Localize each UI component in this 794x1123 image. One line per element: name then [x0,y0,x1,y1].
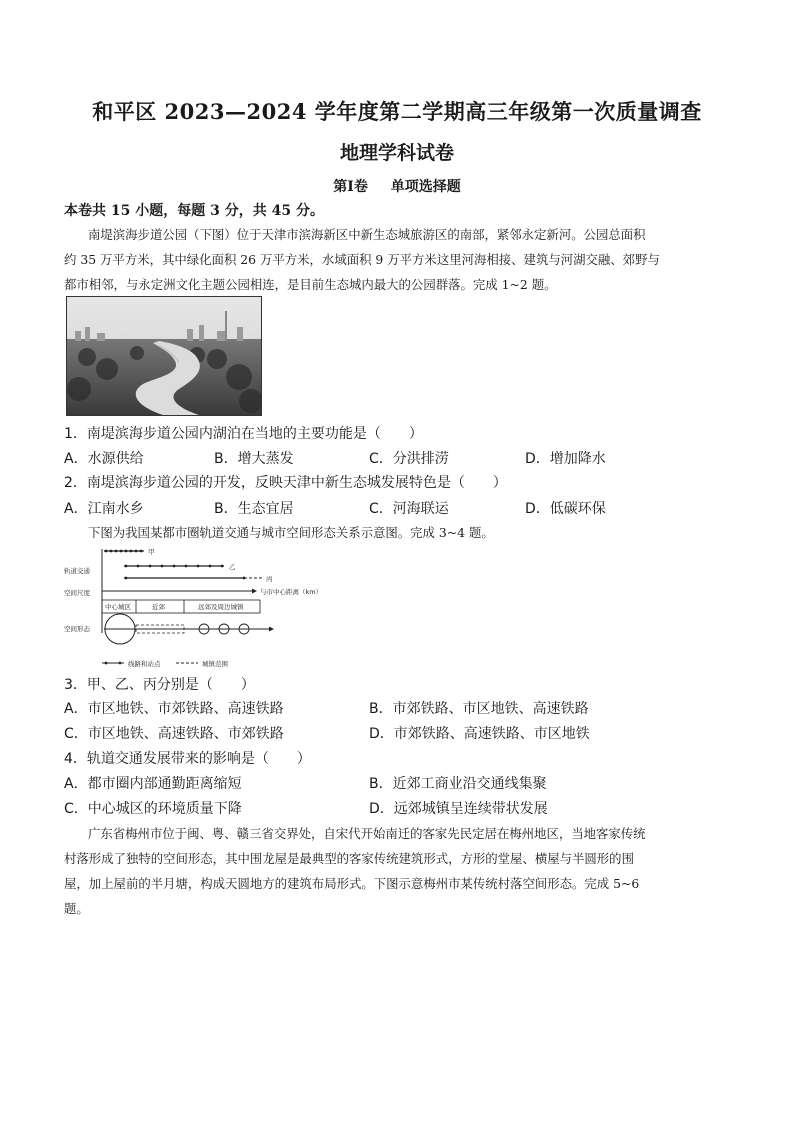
q3-option-a[interactable]: A．市区地铁、市郊铁路、高速铁路 [64,701,284,717]
q3-option-c[interactable]: C．市区地铁、高速铁路、市郊铁路 [64,726,284,742]
passage-1 [64,222,724,297]
q4-option-b[interactable]: B．近郊工商业沿交通线集聚 [369,776,547,792]
question-4: 4．轨道交通发展带来的影响是（ ） [64,751,311,767]
q2-option-c[interactable]: C．河海联运 [369,501,449,517]
legend-line-label: 线路和站点 [128,660,161,668]
q1-option-c[interactable]: C．分洪排涝 [369,451,449,467]
q2-option-b[interactable]: B．生态宜居 [214,501,294,517]
question-2: 2．南堤滨海步道公园的开发，反映天津中新生态城发展特色是（ ） [64,475,507,491]
park-photo-graphic [67,297,261,415]
distance-axis-arrow [252,589,257,594]
passage-1-line: 南堤滨海步道公园（下图）位于天津市滨海新区中新生态城旅游区的南部，紧邻永定新河。公园总面积 [88,227,646,242]
passage-1-line: 都市相邻，与永定洲文化主题公园相连，是目前生态城内最大的公园群落。完成 1~2 题。 [64,277,557,292]
zone-outer: 远郊及周边城镇 [198,603,244,611]
passage-3-line: 广东省梅州市位于闽、粤、赣三省交界处，自宋代开始南迁的客家先民定居在梅州地区，当地客家传统 [88,826,646,841]
label-jia: 甲 [148,548,155,556]
rail-transit-diagram [64,545,364,674]
question-1: 1．南堤滨海步道公园内湖泊在当地的主要功能是（ ） [64,426,423,442]
legend-town-label: 城镇范围 [202,660,228,668]
q2-option-d[interactable]: D．低碳环保 [525,501,606,517]
exam-title: 和平区 2023—2024 学年度第二学期高三年级第一次质量调查 [92,99,702,124]
zone-suburb: 近郊 [152,603,165,611]
q4-option-c[interactable]: C．中心城区的环境质量下降 [64,801,242,817]
q3-option-b[interactable]: B．市郊铁路、市区地铁、高速铁路 [369,701,589,717]
q1-option-d[interactable]: D．增加降水 [525,451,606,467]
question-3: 3．甲、乙、丙分别是（ ） [64,677,255,693]
rail-diagram-svg [64,545,364,670]
q4-option-a[interactable]: A．都市圈内部通勤距离缩短 [64,776,242,792]
row-label-form: 空间形态 [64,625,90,633]
passage-3 [64,821,724,921]
distance-axis-label: 与市中心距离（km） [260,588,323,596]
row-label-transit: 轨道交通 [64,567,90,575]
passage-2: 下图为我国某都市圈轨道交通与城市空间形态关系示意图。完成 3~4 题。 [88,525,494,540]
row-label-scale: 空间尺度 [64,589,90,597]
park-photo [66,296,262,416]
q1-option-b[interactable]: B．增大蒸发 [214,451,294,467]
instructions: 本卷共 15 小题，每题 3 分，共 45 分。 [64,203,324,219]
q4-option-d[interactable]: D．远郊城镇呈连续带状发展 [369,801,548,817]
passage-3-line: 屋，加上屋前的半月塘，构成天圆地方的建筑布局形式。下图示意梅州市某传统村落空间形态。完成 5~6 [64,876,640,891]
exam-subtitle: 地理学科试卷 [339,142,454,164]
zone-center: 中心城区 [105,603,131,611]
q2-option-a[interactable]: A．江南水乡 [64,501,144,517]
passage-3-line: 题。 [64,901,89,916]
q3-option-d[interactable]: D．市郊铁路、高速铁路、市区地铁 [369,726,590,742]
q1-option-a[interactable]: A．水源供给 [64,451,144,467]
section-heading: 第Ⅰ卷 单项选择题 [333,179,461,195]
passage-3-line: 村落形成了独特的空间形态，其中围龙屋是最典型的客家传统建筑形式，方形的堂屋、横屋与半圆形的围 [64,851,634,866]
label-yi: 乙 [229,563,236,571]
passage-1-line: 约 35 万平方米，其中绿化面积 26 万平方米，水域面积 9 万平方米这里河海相接、建筑与河湖交融、郊野与 [64,252,660,267]
label-bing: 丙 [266,575,273,583]
